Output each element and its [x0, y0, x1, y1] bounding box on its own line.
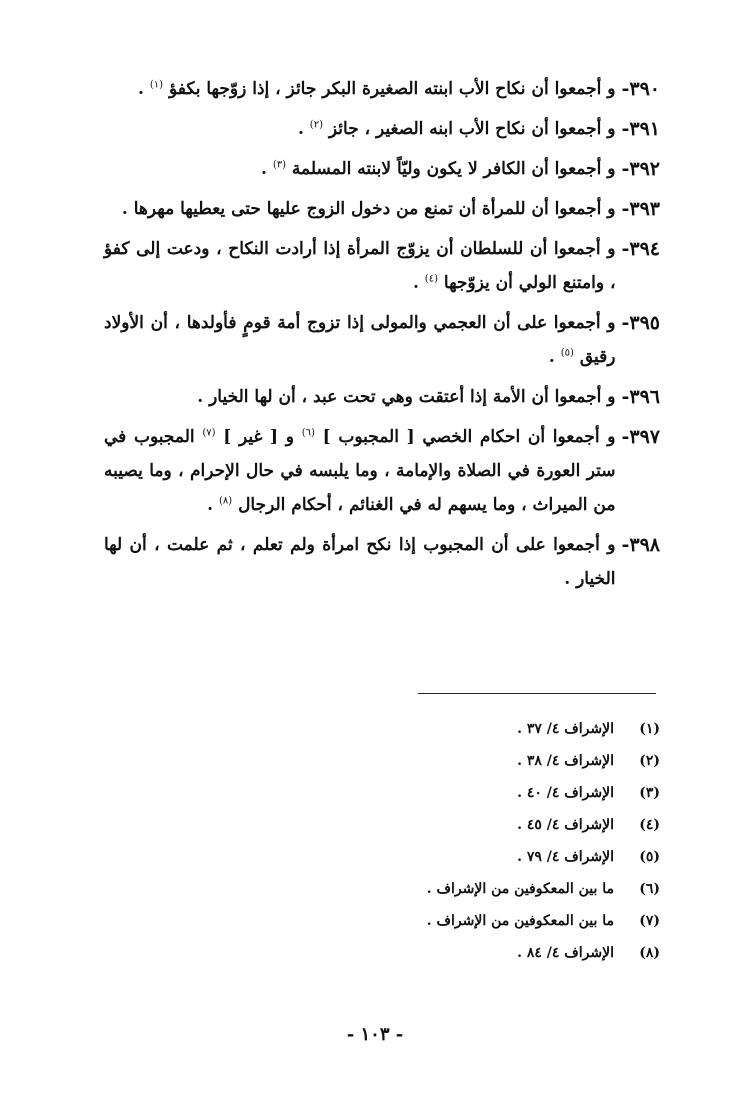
footnote-ref: (٤)	[424, 273, 438, 285]
footnote-ref: (٦)	[301, 427, 315, 439]
footnote-text: الإشراف ٤/ ٣٧ .	[517, 721, 614, 737]
list-item	[104, 192, 660, 226]
footnote	[300, 873, 660, 905]
item-number: ٣٩٥-	[621, 312, 660, 334]
footnote-text: الإشراف ٤/ ٧٩ .	[517, 849, 614, 865]
item-number: ٣٩٠-	[621, 78, 660, 100]
list-item	[104, 72, 660, 106]
item-text: و أجمعوا أن الكافر لا يكون وليّاً لابنته المسلمة $^{(٣)}$ .	[260, 159, 616, 179]
footnote	[300, 745, 660, 777]
footnote-number: (٤)	[639, 817, 660, 833]
list-item	[104, 152, 660, 186]
footnote	[300, 777, 660, 809]
footnote-text: الإشراف ٤/ ٨٤ .	[517, 945, 614, 961]
footnotes	[300, 713, 660, 969]
footnote-number: (٦)	[639, 881, 660, 897]
list-item	[104, 528, 660, 596]
item-number: ٣٩٧-	[621, 426, 660, 448]
footnote	[300, 937, 660, 969]
footnote-number: (١)	[639, 721, 660, 737]
item-number: ٣٩١-	[621, 118, 660, 140]
page-number: - ١٠٣ -	[346, 1024, 404, 1045]
footnote-number: (٥)	[639, 849, 660, 865]
footnote	[300, 905, 660, 937]
footnote-number: (٨)	[639, 945, 660, 961]
list-item	[104, 420, 660, 522]
item-text: و أجمعوا أن نكاح الأب ابنته الصغيرة البكر جائز ، إذا زوّجها بكفؤ $^{(١)}$ .	[137, 79, 616, 99]
item-number: ٣٩٢-	[621, 158, 660, 180]
footnote	[300, 713, 660, 745]
item-text: و أجمعوا على أن المجبوب إذا نكح امرأة ولم تعلم ، ثم علمت ، أن لها الخيار .	[104, 535, 616, 589]
footnote-ref: (٥)	[560, 347, 574, 359]
footnote	[300, 841, 660, 873]
footnote	[300, 809, 660, 841]
list-item	[104, 112, 660, 146]
footnote-divider	[418, 693, 656, 694]
footnote-text: الإشراف ٤/ ٤٥ .	[517, 817, 614, 833]
item-text: و أجمعوا أن احكام الخصي [ المجبوب ] $^{(٦)}$ و [ غير ] $^{(٧)}$ المجبوب في ستر العورة في الصلاة والإمامة ، وما يلبسه في حال الإحرام ، وما يصيبه من الميراث ، وما يسهم له في الغنائم ، أحكام الرجال $^{(٨)}$ .	[104, 427, 616, 515]
list-item	[104, 232, 660, 300]
list-item	[104, 380, 660, 414]
footnote-ref: (٢)	[309, 119, 323, 131]
item-text: و أجمعوا أن نكاح الأب ابنه الصغير ، جائز $^{(٢)}$ .	[297, 119, 616, 139]
item-number: ٣٩٣-	[621, 198, 660, 220]
footnote-text: ما بين المعكوفين من الإشراف .	[426, 881, 614, 897]
footnote-number: (٢)	[639, 753, 660, 769]
item-text: و أجمعوا أن للسلطان أن يزوّج المرأة إذا أرادت النكاح ، ودعت إلى كفؤ ، وامتنع الولي أن يزوّجها $^{(٤)}$ .	[104, 239, 616, 293]
footnote-ref: (٨)	[218, 495, 233, 507]
list-item	[104, 306, 660, 374]
item-number: ٣٩٨-	[621, 534, 660, 556]
ijma-list	[104, 72, 660, 602]
footnote-text: الإشراف ٤/ ٤٠ .	[517, 785, 614, 801]
footnote-text: الإشراف ٤/ ٣٨ .	[517, 753, 614, 769]
footnote-number: (٣)	[639, 785, 660, 801]
footnote-ref: (٧)	[202, 427, 216, 439]
item-text: و أجمعوا أن الأمة إذا أعتقت وهي تحت عبد ، أن لها الخيار .	[197, 387, 616, 407]
item-number: ٣٩٦-	[621, 386, 660, 408]
footnote-ref: (١)	[149, 79, 164, 91]
footnote-ref: (٣)	[272, 159, 286, 171]
item-text: و أجمعوا على أن العجمي والمولى إذا تزوج أمة قومٍ فأولدها ، أن الأولاد رقيق $^{(٥)}$ .	[104, 313, 616, 367]
item-text: و أجمعوا أن للمرأة أن تمنع من دخول الزوج عليها حتى يعطيها مهرها .	[121, 199, 616, 219]
footnote-text: ما بين المعكوفين من الإشراف .	[426, 913, 614, 929]
item-number: ٣٩٤-	[621, 238, 660, 260]
footnote-number: (٧)	[639, 913, 660, 929]
